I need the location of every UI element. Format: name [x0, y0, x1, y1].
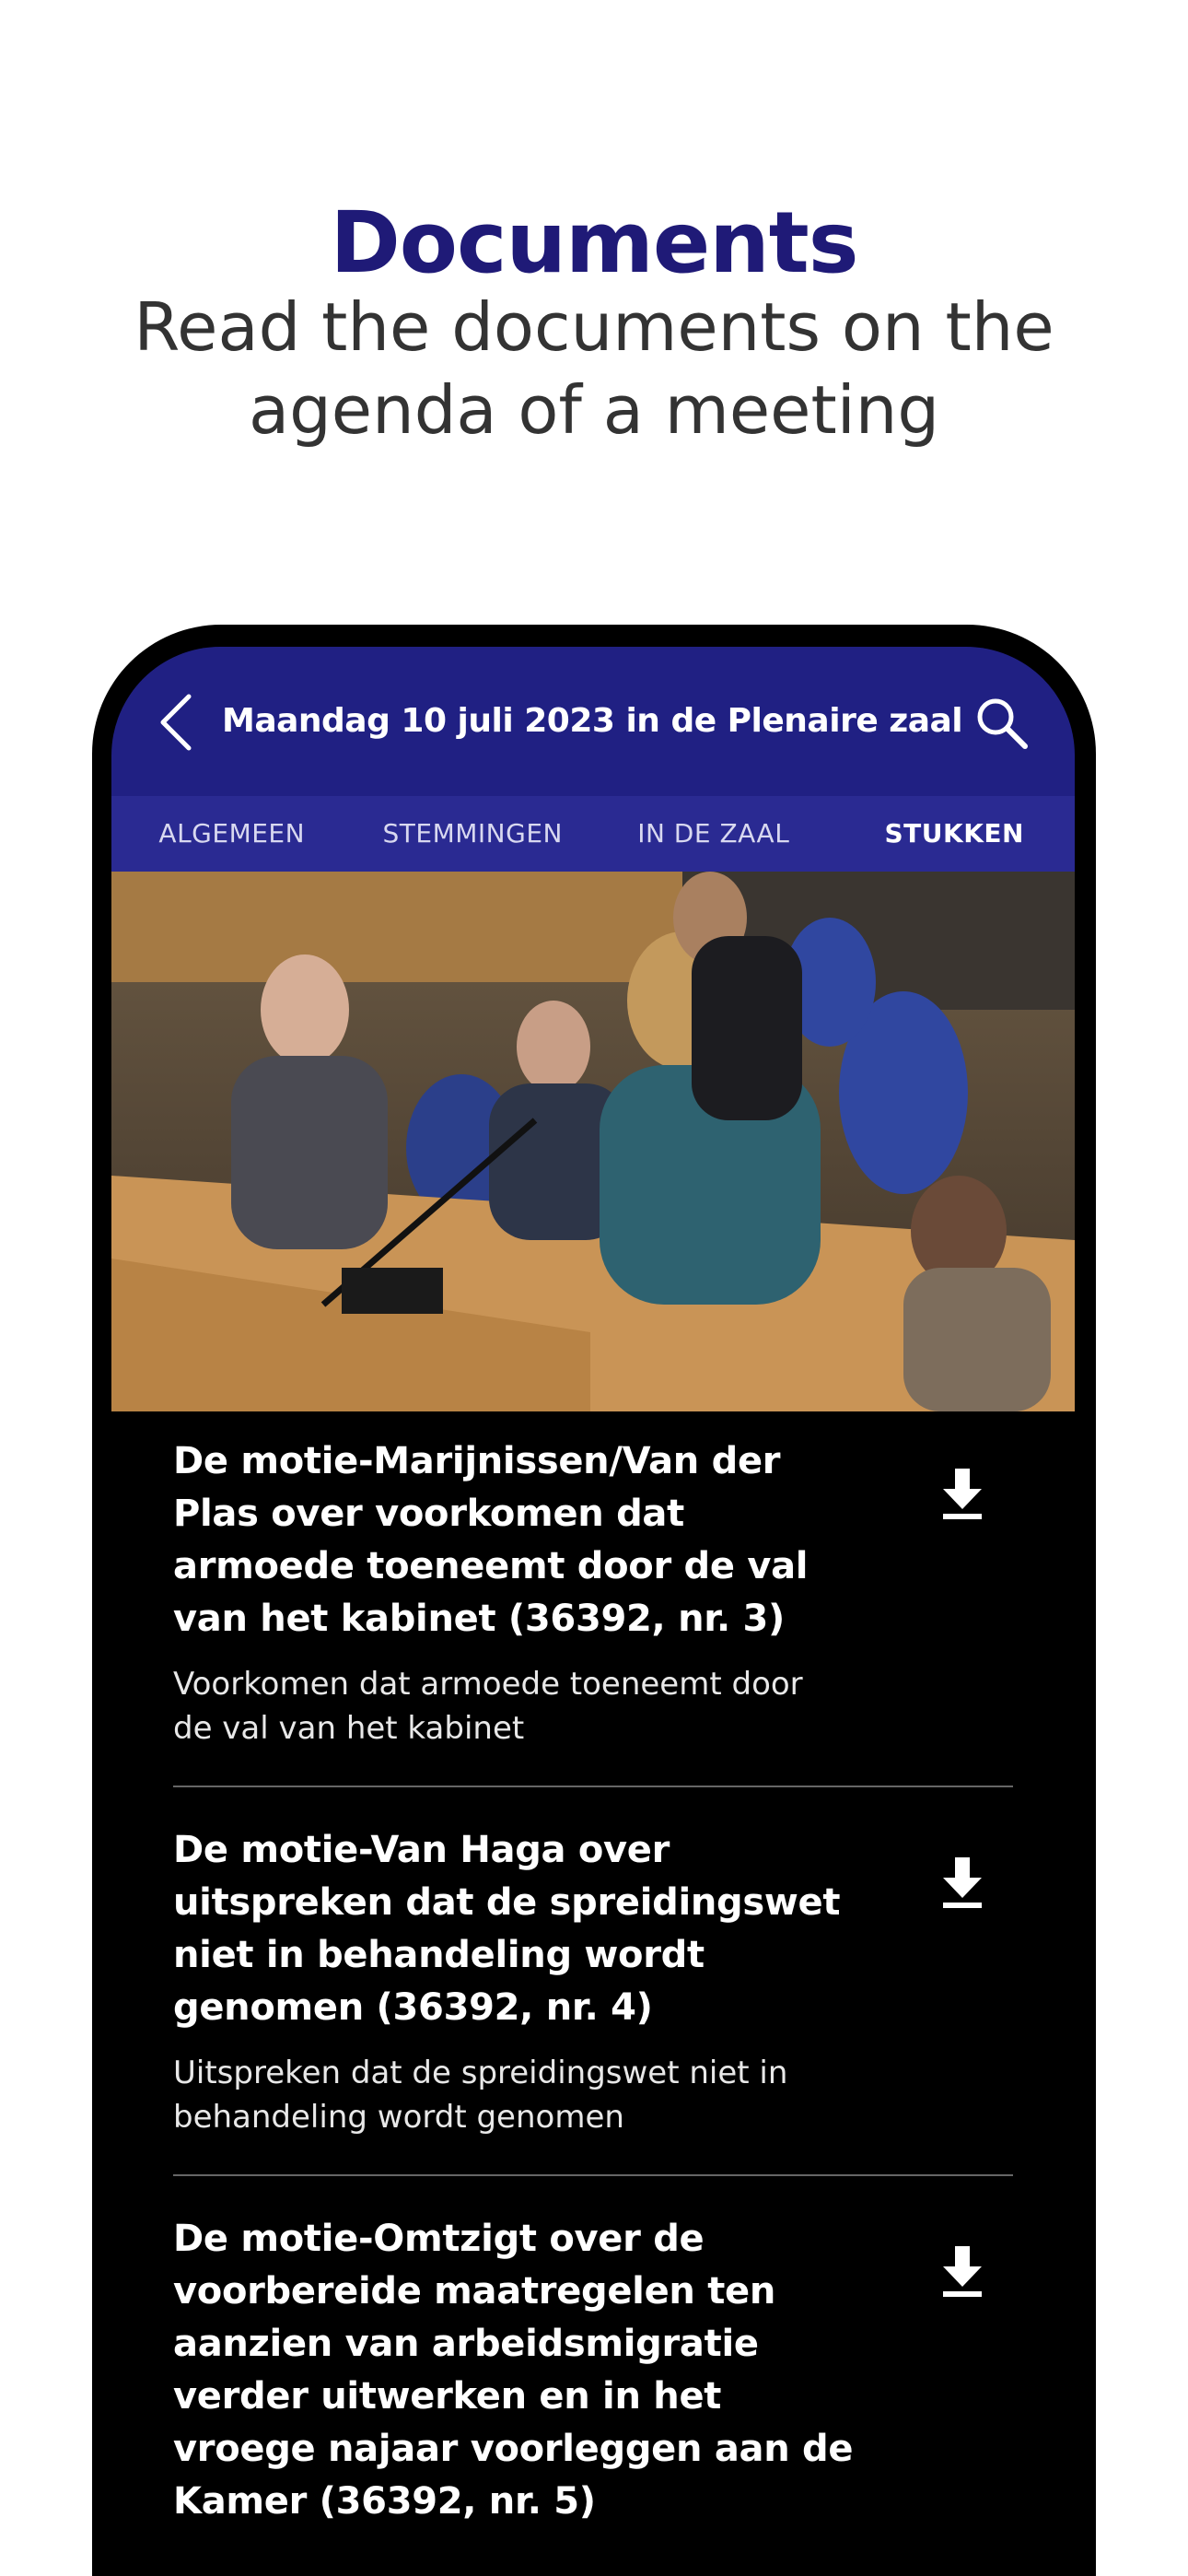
back-button[interactable] — [148, 689, 215, 755]
search-button[interactable] — [973, 695, 1031, 752]
download-icon — [939, 2246, 985, 2298]
tab-stemmingen[interactable]: STEMMINGEN — [382, 818, 563, 849]
chevron-left-icon — [148, 689, 215, 755]
document-subtitle: Voorkomen dat armoede toeneemt door de val van het kabinet — [173, 1666, 803, 1747]
document-item[interactable] — [173, 1435, 1013, 1787]
tab-algemeen[interactable]: ALGEMEEN — [158, 818, 306, 849]
tab-bar — [111, 796, 1075, 872]
document-subtitle: Uitspreken dat de spreidingswet niet in behandeling wordt genomen — [173, 2055, 788, 2136]
document-title: De motie-Marijnissen/Van der Plas over voorkomen dat armoede toeneemt door de val van het kabinet (36392, nr. 3) — [173, 1440, 809, 1640]
video-frame — [111, 872, 1075, 1411]
meeting-title: Maandag 10 juli 2023 in de Plenaire zaal — [222, 702, 963, 740]
promo-subtitle: Read the documents on the agenda of a meeting — [134, 288, 1054, 449]
download-button[interactable] — [939, 1469, 985, 1520]
document-item[interactable] — [173, 2213, 1013, 2563]
tab-in-de-zaal[interactable]: IN DE ZAAL — [637, 818, 790, 849]
tab-stukken[interactable]: STUKKEN — [884, 818, 1024, 849]
document-item[interactable] — [173, 1824, 1013, 2176]
search-icon — [973, 695, 1031, 752]
download-icon — [939, 1469, 985, 1520]
document-title: De motie-Omtzigt over de voorbereide maatregelen ten aanzien van arbeidsmigratie verder uitwerken en in het vroege najaar voorleggen aan de Kamer (36392, nr. 5) — [173, 2218, 854, 2523]
app-screen — [111, 647, 1075, 2576]
download-button[interactable] — [939, 1857, 985, 1909]
app-bar — [111, 647, 1075, 796]
document-list — [173, 1435, 1013, 2576]
meeting-video[interactable] — [111, 872, 1075, 1411]
download-icon — [939, 1857, 985, 1909]
promo-title: Documents — [330, 193, 858, 292]
download-button[interactable] — [939, 2246, 985, 2298]
document-title: De motie-Van Haga over uitspreken dat de spreidingswet niet in behandeling wordt genomen (36392, nr. 4) — [173, 1829, 841, 2029]
